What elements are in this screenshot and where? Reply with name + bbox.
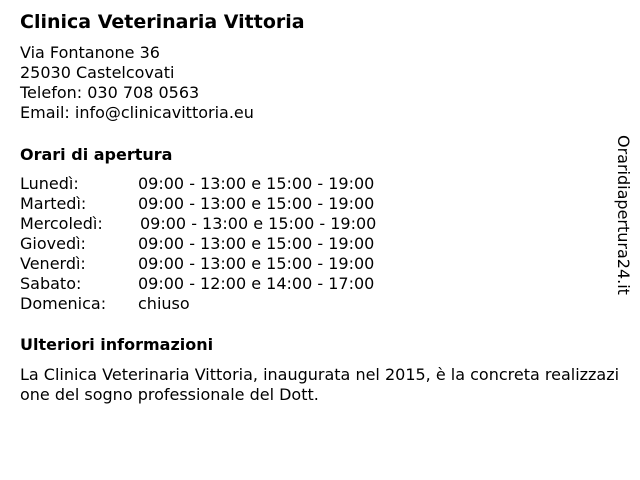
opening-hours-list [20,174,620,314]
hours-value: 09:00 - 13:00 e 15:00 - 19:00 [138,174,375,193]
email-line: Email: info@clinicavittoria.eu [20,103,254,122]
day-label: Sabato: [20,274,82,293]
day-label: Mercoledì: [20,214,103,233]
hours-row-monday [20,174,620,194]
clinic-description: La Clinica Veterinaria Vittoria, inaugurata nel 2015, è la concreta realizzazione del sogno professionale del Dott. [20,365,620,404]
hours-row-sunday [20,294,620,314]
hours-value: 09:00 - 13:00 e 15:00 - 19:00 [138,194,375,213]
address-city: 25030 Castelcovati [20,63,175,82]
hours-row-wednesday [20,214,620,234]
hours-value: 09:00 - 13:00 e 15:00 - 19:00 [138,254,375,273]
day-label: Martedì: [20,194,87,213]
more-info-title: Ulteriori informazioni [20,335,214,354]
hours-value: 09:00 - 13:00 e 15:00 - 19:00 [140,214,377,233]
brand-watermark: Oraridiapertura24.it [614,135,633,295]
hours-value: chiuso [138,294,190,313]
opening-hours-title: Orari di apertura [20,145,173,164]
hours-row-friday [20,254,620,274]
address-street: Via Fontanone 36 [20,43,160,62]
hours-value: 09:00 - 13:00 e 15:00 - 19:00 [138,234,375,253]
hours-value: 09:00 - 12:00 e 14:00 - 17:00 [138,274,375,293]
day-label: Domenica: [20,294,107,313]
phone-line: Telefon: 030 708 0563 [20,83,200,102]
address-block [20,43,254,123]
hours-row-thursday [20,234,620,254]
day-label: Venerdì: [20,254,86,273]
clinic-name: Clinica Veterinaria Vittoria [20,11,305,33]
hours-row-saturday [20,274,620,294]
hours-row-tuesday [20,194,620,214]
day-label: Giovedì: [20,234,86,253]
day-label: Lunedì: [20,174,79,193]
